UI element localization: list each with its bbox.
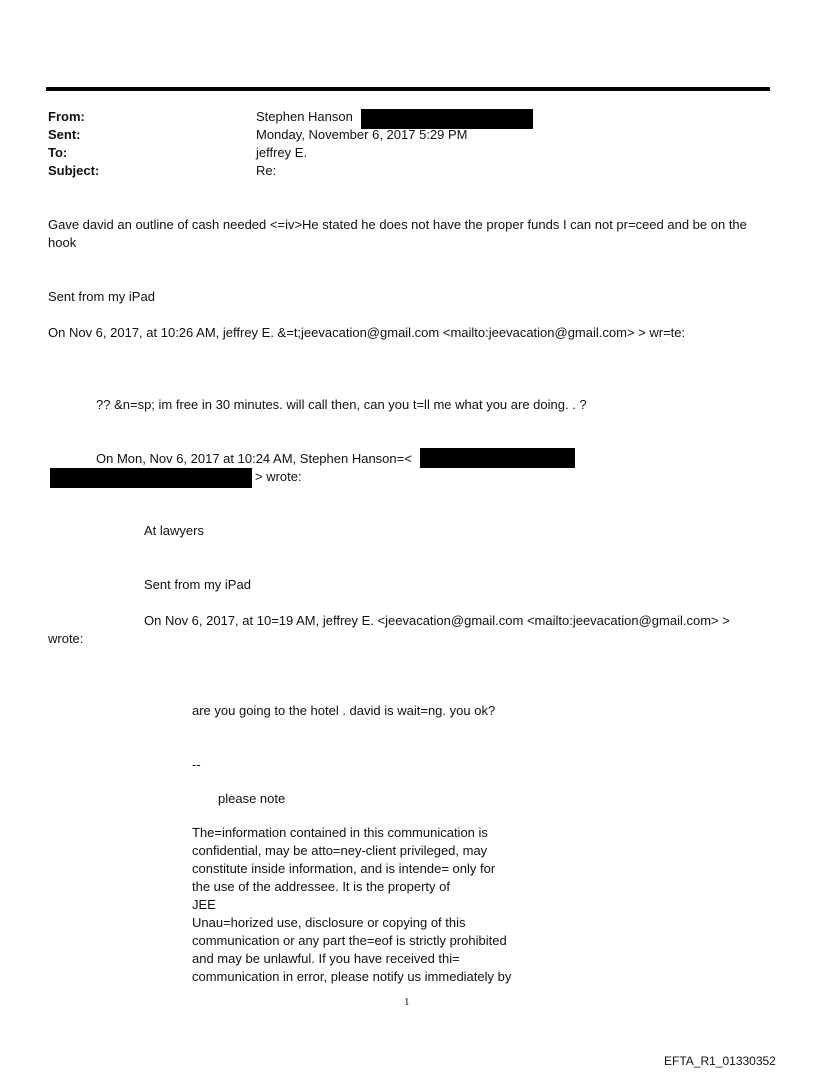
quote-header-2-continued: > wrote:: [255, 469, 302, 484]
quoted-message-1: ?? &n=sp; im free in 30 minutes. will call then, can you t=ll me what you are doing. . ?: [96, 397, 587, 412]
from-label: From:: [48, 109, 85, 124]
confidentiality-line: constitute inside information, and is intende= only for: [192, 861, 496, 876]
quote-header-3-wrote: wrote:: [48, 631, 84, 646]
page-number: 1: [404, 996, 410, 1008]
body-paragraph-line-1: Gave david an outline of cash needed <=iv>He stated he does not have the proper funds I can not pr=ceed and be on the: [48, 217, 747, 232]
confidentiality-line: communication in error, please notify us immediately by: [192, 969, 512, 984]
header-divider: [46, 87, 770, 91]
sent-value: Monday, November 6, 2017 5:29 PM: [256, 127, 468, 142]
confidentiality-line: and may be unlawful. If you have received thi=: [192, 951, 460, 966]
redaction-box: [50, 468, 252, 488]
quote-header-1: On Nov 6, 2017, at 10:26 AM, jeffrey E. &=t;jeevacation@gmail.com <mailto:jeevacation@gmail.com> > wr=te:: [48, 325, 686, 340]
document-id-footer: EFTA_R1_01330352: [664, 1054, 776, 1068]
sent-from-signature-2: Sent from my iPad: [144, 577, 251, 592]
sent-label: Sent:: [48, 127, 81, 142]
to-label: To:: [48, 145, 68, 160]
quoted-message-2: At lawyers: [144, 523, 204, 538]
please-note-heading: please note: [218, 791, 286, 806]
confidentiality-line: JEE: [192, 897, 216, 912]
confidentiality-line: communication or any part the=eof is strictly prohibited: [192, 933, 507, 948]
confidentiality-line: The=information contained in this communication is: [192, 825, 488, 840]
confidentiality-notice: [192, 824, 552, 986]
redaction-box: [420, 448, 575, 468]
confidentiality-line: the use of the addressee. It is the property of: [192, 879, 450, 894]
subject-value: Re:: [256, 163, 277, 178]
from-value: Stephen Hanson: [256, 109, 353, 124]
quote-header-2: On Mon, Nov 6, 2017 at 10:24 AM, Stephen Hanson=<: [96, 451, 412, 466]
quoted-message-3: are you going to the hotel . david is wait=ng. you ok?: [192, 703, 496, 718]
subject-label: Subject:: [48, 163, 100, 178]
confidentiality-line: Unau=horized use, disclosure or copying of this: [192, 915, 466, 930]
sent-from-signature: Sent from my iPad: [48, 289, 155, 304]
body-paragraph-line-2: hook: [48, 235, 77, 250]
confidentiality-line: confidential, may be atto=ney-client privileged, may: [192, 843, 488, 858]
to-value: jeffrey E.: [256, 145, 308, 160]
quote-header-3: On Nov 6, 2017, at 10=19 AM, jeffrey E. <jeevacation@gmail.com <mailto:jeevacation@gmail.com> >: [144, 613, 730, 628]
signature-separator: --: [192, 757, 201, 772]
